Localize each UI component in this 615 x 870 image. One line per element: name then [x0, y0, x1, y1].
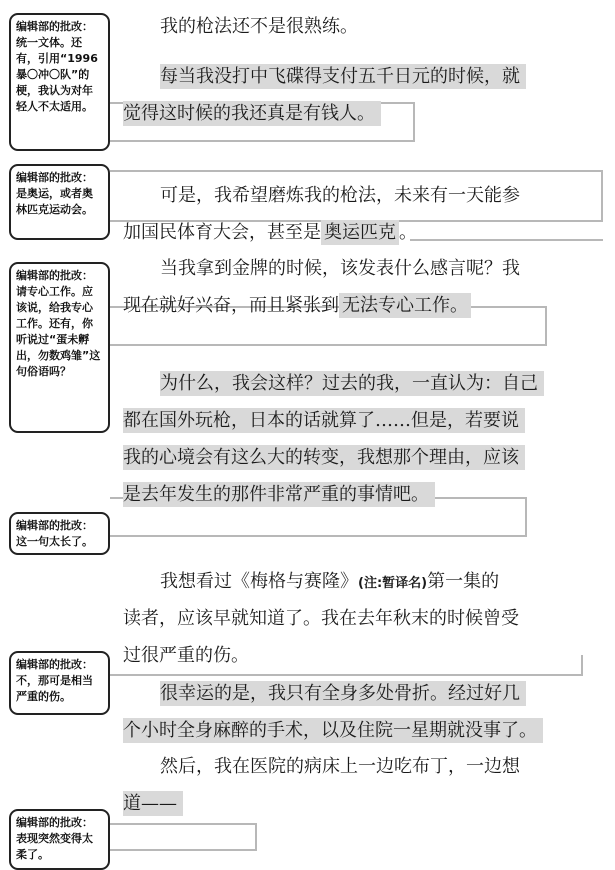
- highlighted-text: 为什么，我会这样？过去的我，一直认为：自己: [160, 371, 544, 396]
- paragraph-2: [123, 58, 593, 132]
- text-line: 我的枪法还不是很熟练。: [160, 16, 358, 37]
- text-line: 可是，我希望磨炼我的枪法，未来有一天能参: [160, 185, 520, 206]
- editor-note-1: [9, 13, 110, 151]
- editor-note-body: 这一句太长了。: [16, 535, 93, 548]
- text-fragment: 现在就好兴奋，而且紧张到: [123, 295, 339, 316]
- highlighted-text: 道——: [123, 791, 183, 816]
- highlighted-text: 个小时全身麻醉的手术，以及住院一星期就没事了。: [123, 718, 543, 743]
- paragraph-3: [123, 177, 593, 251]
- highlighted-text: 无法专心工作。: [339, 293, 471, 318]
- highlighted-text: 奥运匹克: [321, 220, 399, 245]
- editor-note-6: [9, 809, 110, 870]
- editor-note-4: [9, 512, 110, 555]
- editor-note-title: 编辑部的批改：: [16, 816, 93, 829]
- paragraph-8: [123, 748, 593, 822]
- paragraph-7: [123, 675, 593, 749]
- editor-note-body: 不，那可是相当严重的伤。: [16, 674, 93, 703]
- text-fragment: 我想看过《梅格与赛隆》: [160, 571, 358, 592]
- highlighted-text: 每当我没打中飞碟得支付五千日元的时候，就: [160, 64, 526, 89]
- text-line: 当我拿到金牌的时候，该发表什么感言呢？我: [160, 258, 520, 279]
- text-fragment: 第一集的: [427, 571, 500, 592]
- editor-note-body: 表现突然变得太柔了。: [16, 832, 93, 861]
- highlighted-text: 很幸运的是，我只有全身多处骨折。经过好几: [160, 681, 526, 706]
- editor-note-3: [9, 262, 110, 433]
- editor-note-title: 编辑部的批改：: [16, 658, 93, 671]
- editor-note-5: [9, 651, 110, 715]
- translator-note: (注:暂译名): [358, 576, 428, 591]
- editor-note-title: 编辑部的批改：: [16, 519, 93, 532]
- text-line: 读者，应该早就知道了。我在去年秋末的时候曾受: [123, 608, 519, 629]
- paragraph-6: [123, 563, 593, 674]
- editor-note-title: 编辑部的批改：: [16, 171, 93, 184]
- editor-note-2: [9, 164, 110, 240]
- highlighted-text: 是去年发生的那件非常严重的事情吧。: [123, 482, 435, 507]
- paragraph-4: [123, 250, 593, 324]
- text-fragment: 。: [399, 222, 417, 243]
- text-fragment: 加国民体育大会，甚至是: [123, 222, 321, 243]
- text-line: 过很严重的伤。: [123, 645, 249, 666]
- paragraph-5: [123, 365, 593, 513]
- editor-note-body: 统一文体。还有，引用“1996暴〇冲〇队”的梗，我认为对年轻人不太适用。: [16, 36, 98, 113]
- text-line: 然后，我在医院的病床上一边吃布丁，一边想: [160, 756, 520, 777]
- editor-note-title: 编辑部的批改：: [16, 20, 93, 33]
- editor-note-body: 请专心工作。应该说，给我专心工作。还有，你听说过“蛋未孵出，勿数鸡雏”这句俗语吗？: [16, 285, 101, 378]
- highlighted-text: 觉得这时候的我还真是有钱人。: [123, 101, 381, 126]
- editor-note-body: 是奥运，或者奥林匹克运动会。: [16, 187, 93, 216]
- paragraph-1: [123, 8, 593, 45]
- highlighted-text: 我的心境会有这么大的转变，我想那个理由，应该: [123, 445, 525, 470]
- bracket-6: [110, 823, 257, 851]
- highlighted-text: 都在国外玩枪，日本的话就算了……但是，若要说: [123, 408, 525, 433]
- editor-note-title: 编辑部的批改：: [16, 269, 93, 282]
